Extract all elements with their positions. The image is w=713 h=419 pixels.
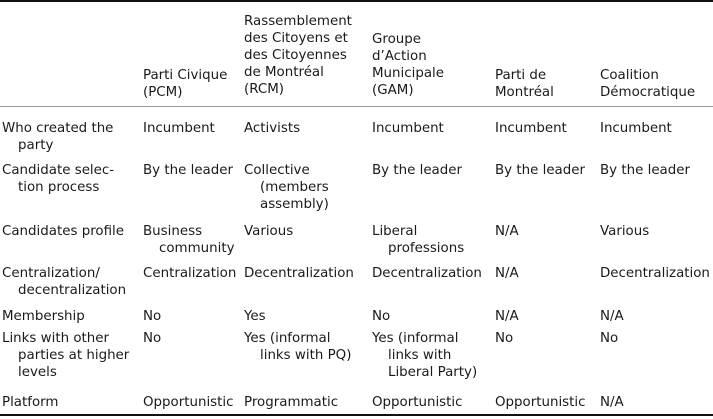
table-cell: No <box>600 331 619 346</box>
table-cell: Activists <box>244 121 301 136</box>
table-cell: By the leader <box>495 163 586 178</box>
table-cell: N/A <box>495 224 519 239</box>
table-cell: Collective (members assembly) <box>244 163 329 212</box>
table-cell: N/A <box>600 395 624 410</box>
table-cell: By the leader <box>143 163 234 178</box>
table-cell: Incumbent <box>372 121 444 136</box>
row-label: Centralization/ decentralization <box>2 266 127 298</box>
table-top-rule <box>0 0 713 2</box>
table-cell: By the leader <box>372 163 463 178</box>
table-cell: N/A <box>495 309 519 324</box>
table-cell: No <box>143 309 162 324</box>
table-cell: Liberal professions <box>372 224 465 256</box>
header-pcm: Parti Civique (PCM) <box>143 68 228 100</box>
table-cell: No <box>495 331 514 346</box>
table-cell: N/A <box>600 309 624 324</box>
table-cell: Centralization <box>143 266 237 281</box>
table-cell: Incumbent <box>143 121 215 136</box>
header-pdm: Parti de Montréal <box>495 68 554 100</box>
table-cell: Decentralization <box>372 266 482 281</box>
row-label: Candidate selec- tion process <box>2 163 115 195</box>
table-cell: Opportunistic <box>372 395 463 410</box>
table-cell: Opportunistic <box>143 395 234 410</box>
table-cell: Opportunistic <box>495 395 586 410</box>
table-cell: Programmatic <box>244 395 339 410</box>
table-cell: Yes <box>244 309 266 324</box>
row-label: Candidates profile <box>2 224 124 239</box>
table-cell: No <box>372 309 391 324</box>
table-bottom-rule <box>0 414 713 416</box>
table-cell: Various <box>600 224 650 239</box>
header-rcm: Rassemblement des Citoyens et des Citoyennes de Montréal (RCM) <box>244 14 352 97</box>
header-rule <box>0 106 713 107</box>
row-label: Links with other parties at higher levels <box>2 331 130 380</box>
table-cell: Yes (informal links with PQ) <box>244 331 352 363</box>
table-cell: Decentralization <box>600 266 710 281</box>
table-cell: Business community <box>143 224 235 256</box>
header-cd: Coalition Démocratique <box>600 68 696 100</box>
table-cell: Yes (informal links with Liberal Party) <box>372 331 478 380</box>
table-cell: No <box>143 331 162 346</box>
table-cell: Incumbent <box>495 121 567 136</box>
table-cell: Various <box>244 224 294 239</box>
row-label: Platform <box>2 395 59 410</box>
table-cell: Decentralization <box>244 266 354 281</box>
table-cell: Incumbent <box>600 121 672 136</box>
row-label: Membership <box>2 309 85 324</box>
row-label: Who created the party <box>2 121 114 153</box>
header-gam: Groupe d’Action Municipale (GAM) <box>372 32 444 98</box>
table-cell: By the leader <box>600 163 691 178</box>
table-cell: N/A <box>495 266 519 281</box>
